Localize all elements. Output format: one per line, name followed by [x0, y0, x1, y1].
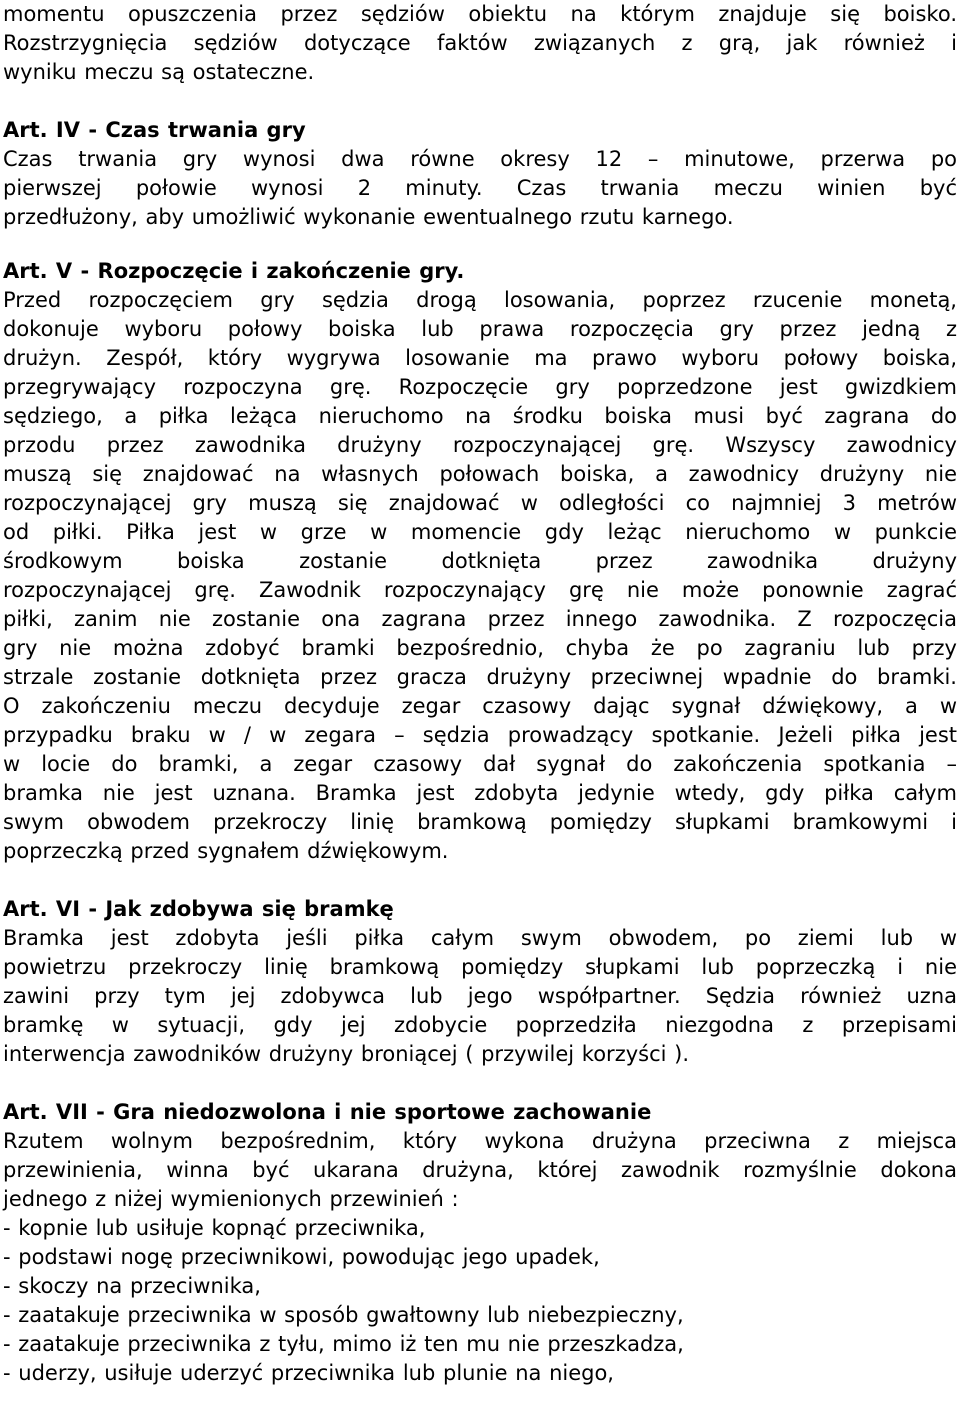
- text-line: bramkę w sytuacji, gdy jej zdobycie poprzedziła niezgodna z przepisami: [3, 1013, 957, 1037]
- article-heading: Art. V - Rozpoczęcie i zakończenie gry.: [3, 259, 465, 283]
- text-line: jednego z niżej wymienionych przewinień :: [3, 1187, 459, 1211]
- text-line: powietrzu przekroczy linię bramkową pomiędzy słupkami lub poprzeczką i nie: [3, 955, 957, 979]
- text-line: przypadku braku w / w zegara – sędzia prowadzący spotkanie. Jeżeli piłka jest: [3, 723, 957, 747]
- text-line: bramka nie jest uznana. Bramka jest zdobyta jedynie wtedy, gdy piłka całym: [3, 781, 957, 805]
- list-item: - zaatakuje przeciwnika w sposób gwałtowny lub niebezpieczny,: [3, 1303, 684, 1327]
- text-line: strzale zostanie dotknięta przez gracza drużyny przeciwnej wpadnie do bramki.: [3, 665, 957, 689]
- text-line: dokonuje wyboru połowy boiska lub prawa rozpoczęcia gry przez jedną z: [3, 317, 957, 341]
- article-heading: Art. VII - Gra niedozwolona i nie sportowe zachowanie: [3, 1100, 652, 1124]
- text-line: momentu opuszczenia przez sędziów obiektu na którym znajduje się boisko.: [3, 2, 957, 26]
- spacer: [3, 87, 957, 116]
- text-line: poprzeczką przed sygnałem dźwiękowym.: [3, 839, 449, 863]
- text-line: swym obwodem przekroczy linię bramkową pomiędzy słupkami bramkowymi i: [3, 810, 957, 834]
- text-line: środkowym boiska zostanie dotknięta przez zawodnika drużyny: [3, 549, 957, 573]
- text-line: rozpoczynającej gry muszą się znajdować w odległości co najmniej 3 metrów: [3, 491, 957, 515]
- text-line: Przed rozpoczęciem gry sędzia drogą losowania, poprzez rzucenie monetą,: [3, 288, 957, 312]
- text-line: sędziego, a piłka leżąca nieruchomo na środku boiska musi być zagrana do: [3, 404, 957, 428]
- text-line: drużyn. Zespół, który wygrywa losowanie ma prawo wyboru połowy boiska,: [3, 346, 957, 370]
- list-item: - zaatakuje przeciwnika z tyłu, mimo iż ten mu nie przeszkadza,: [3, 1332, 684, 1356]
- list-item: - uderzy, usiłuje uderzyć przeciwnika lub plunie na niego,: [3, 1361, 614, 1385]
- text-line: muszą się znajdować na własnych połowach boiska, a zawodnicy drużyny nie: [3, 462, 957, 486]
- text-line: Czas trwania gry wynosi dwa równe okresy 12 – minutowe, przerwa po: [3, 147, 957, 171]
- spacer: [3, 1069, 957, 1098]
- spacer: [3, 232, 957, 257]
- text-line: zawini przy tym jej zdobywca lub jego współpartner. Sędzia również uzna: [3, 984, 957, 1008]
- text-line: Rozstrzygnięcia sędziów dotyczące faktów związanych z grą, jak również i: [3, 31, 957, 55]
- list-item: - kopnie lub usiłuje kopnąć przeciwnika,: [3, 1216, 426, 1240]
- text-line: przedłużony, aby umożliwić wykonanie ewentualnego rzutu karnego.: [3, 205, 734, 229]
- article-7: [3, 1098, 957, 1388]
- article-5: [3, 257, 957, 866]
- text-line: gry nie można zdobyć bramki bezpośrednio, chyba że po zagraniu lub przy: [3, 636, 957, 660]
- text-line: przewinienia, winna być ukarana drużyna, której zawodnik rozmyślnie dokona: [3, 1158, 957, 1182]
- text-line: O zakończeniu meczu decyduje zegar czasowy dając sygnał dźwiękowy, a w: [3, 694, 957, 718]
- text-line: piłki, zanim nie zostanie ona zagrana przez innego zawodnika. Z rozpoczęcia: [3, 607, 957, 631]
- text-line: w locie do bramki, a zegar czasowy dał sygnał do zakończenia spotkania –: [3, 752, 957, 776]
- list-item: - skoczy na przeciwnika,: [3, 1274, 261, 1298]
- text-line: pierwszej połowie wynosi 2 minuty. Czas trwania meczu winien być: [3, 176, 957, 200]
- text-line: wyniku meczu są ostateczne.: [3, 60, 315, 84]
- article-6: [3, 895, 957, 1069]
- intro-paragraph: [3, 0, 957, 87]
- text-line: Rzutem wolnym bezpośrednim, który wykona drużyna przeciwna z miejsca: [3, 1129, 957, 1153]
- article-4: [3, 116, 957, 232]
- text-line: przegrywający rozpoczyna grę. Rozpoczęcie gry poprzedzone jest gwizdkiem: [3, 375, 957, 399]
- text-line: przodu przez zawodnika drużyny rozpoczynającej grę. Wszyscy zawodnicy: [3, 433, 957, 457]
- spacer: [3, 866, 957, 895]
- text-line: rozpoczynającej grę. Zawodnik rozpoczynający grę nie może ponownie zagrać: [3, 578, 957, 602]
- article-heading: Art. VI - Jak zdobywa się bramkę: [3, 897, 394, 921]
- text-line: interwencja zawodników drużyny broniącej ( przywilej korzyści ).: [3, 1042, 690, 1066]
- article-heading: Art. IV - Czas trwania gry: [3, 118, 306, 142]
- text-line: Bramka jest zdobyta jeśli piłka całym swym obwodem, po ziemi lub w: [3, 926, 957, 950]
- text-line: od piłki. Piłka jest w grze w momencie gdy leżąc nieruchomo w punkcie: [3, 520, 957, 544]
- list-item: - podstawi nogę przeciwnikowi, powodując jego upadek,: [3, 1245, 600, 1269]
